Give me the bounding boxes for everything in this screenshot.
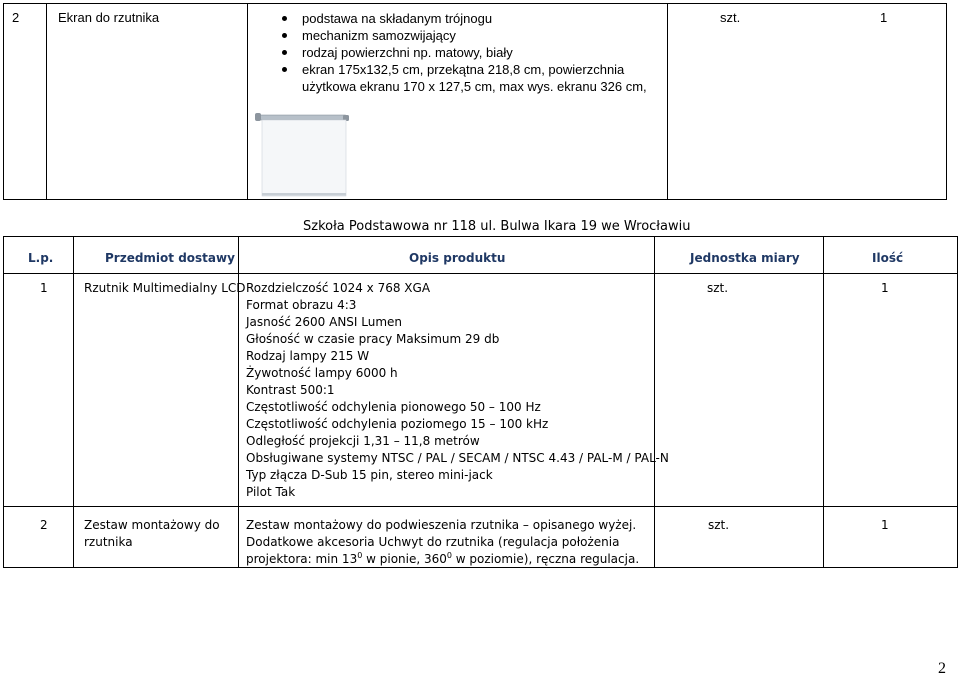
desc-line: Kontrast 500:1 <box>246 383 335 397</box>
desc-line: Głośność w czasie pracy Maksimum 29 db <box>246 332 500 346</box>
col-divider <box>667 4 668 199</box>
col-divider <box>247 4 248 199</box>
row-divider <box>4 273 957 274</box>
bullet-icon <box>282 16 287 21</box>
header-unit: Jednostka miary <box>690 251 800 265</box>
row-lp: 2 <box>12 10 20 25</box>
desc-line: Format obrazu 4:3 <box>246 298 357 312</box>
col-divider <box>73 237 74 567</box>
desc-line: Obsługiwane systemy NTSC / PAL / SECAM / NTSC 4.43 / PAL-M / PAL-N <box>246 451 669 465</box>
screen-table <box>3 3 947 200</box>
projection-screen-image <box>253 107 351 203</box>
list-item: podstawa na składanym trójnogu <box>276 10 647 27</box>
desc-line: Zestaw montażowy do podwieszenia rzutnika – opisanego wyżej. <box>246 518 637 532</box>
col-divider <box>823 237 824 567</box>
desc-line: Dodatkowe akcesoria Uchwyt do rzutnika (regulacja położenia <box>246 535 620 549</box>
desc-line: Odległość projekcji 1,31 – 11,8 metrów <box>246 434 480 448</box>
qty-value: 1 <box>880 10 888 25</box>
page-number: 2 <box>938 660 946 677</box>
bullet-icon <box>282 67 287 72</box>
list-item: mechanizm samozwijający <box>276 27 647 44</box>
list-item: ekran 175x132,5 cm, przekątna 218,8 cm, powierzchnia <box>276 61 647 78</box>
row1-item: Rzutnik Multimedialny LCD <box>84 281 246 295</box>
bullet-icon <box>282 33 287 38</box>
school-heading: Szkoła Podstawowa nr 118 ul. Bulwa Ikara 19 we Wrocławiu <box>303 219 691 234</box>
header-item: Przedmiot dostawy <box>105 251 235 265</box>
row2-item: Zestaw montażowy do rzutnika <box>84 518 220 549</box>
desc-line: Typ złącza D-Sub 15 pin, stereo mini-jack <box>246 468 493 482</box>
desc-line: Żywotność lampy 6000 h <box>246 366 398 380</box>
row1-unit: szt. <box>707 281 729 295</box>
row-divider <box>4 506 957 507</box>
header-lp: L.p. <box>28 251 54 265</box>
row2-unit: szt. <box>708 518 730 532</box>
feature-list <box>276 10 647 95</box>
bullet-icon <box>282 50 287 55</box>
row1-qty: 1 <box>881 281 889 295</box>
delivery-table <box>3 236 958 568</box>
header-qty: Ilość <box>872 251 904 265</box>
desc-line: Częstotliwość odchylenia poziomego 15 – 100 kHz <box>246 417 549 431</box>
desc-line: Rozdzielczość 1024 x 768 XGA <box>246 281 431 295</box>
row1-desc <box>246 280 669 501</box>
list-item: rodzaj powierzchni np. matowy, biały <box>276 44 647 61</box>
col-divider <box>46 4 47 199</box>
row2-desc <box>246 517 639 568</box>
desc-line: Rodzaj lampy 215 W <box>246 349 370 363</box>
row1-lp: 1 <box>40 281 48 295</box>
desc-line: Częstotliwość odchylenia pionowego 50 – 100 Hz <box>246 400 541 414</box>
list-item-continuation: użytkowa ekranu 170 x 127,5 cm, max wys. ekranu 326 cm, <box>302 79 647 94</box>
row2-qty: 1 <box>881 518 889 532</box>
row-name: Ekran do rzutnika <box>58 10 160 25</box>
desc-line: Jasność 2600 ANSI Lumen <box>246 315 403 329</box>
desc-line: Pilot Tak <box>246 485 296 499</box>
row2-lp: 2 <box>40 518 48 532</box>
header-desc: Opis produktu <box>409 251 506 265</box>
unit-value: szt. <box>720 10 741 25</box>
desc-line: projektora: $\min 13^0$ w pionie, $360^0$ w poziomie), ręczna regulacja. <box>246 551 640 566</box>
